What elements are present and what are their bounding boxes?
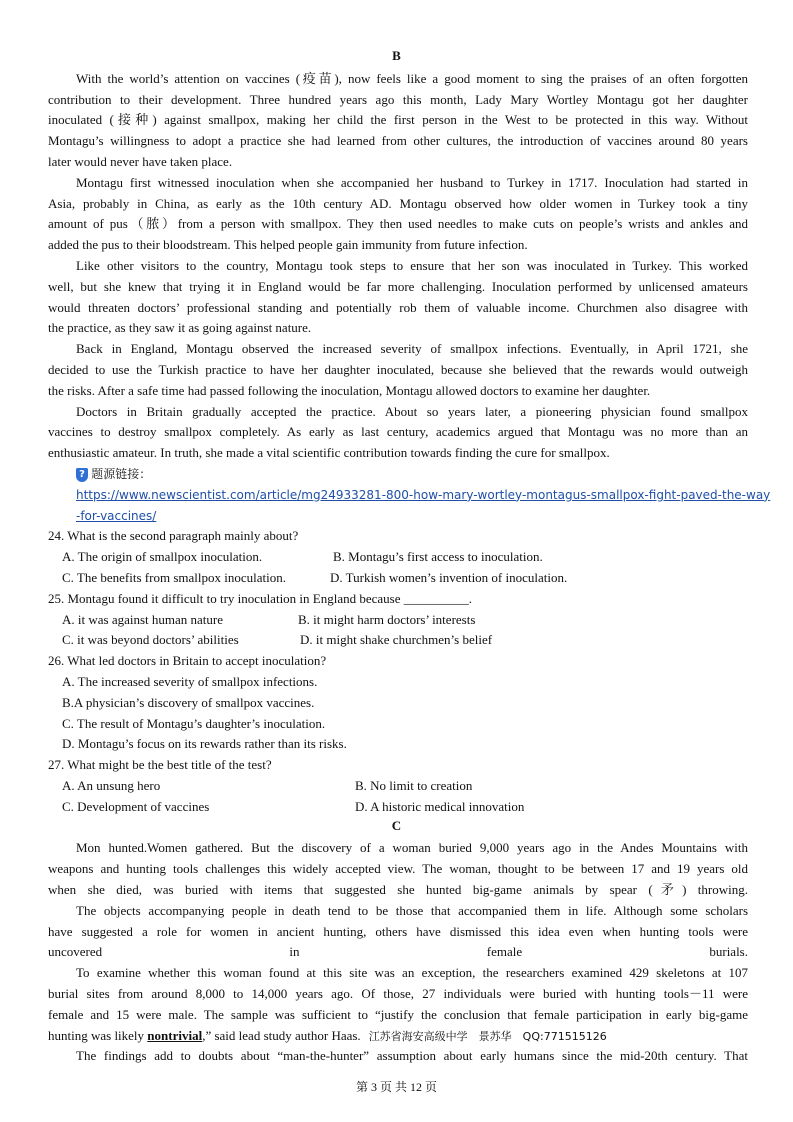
answer-option[interactable]: C. The benefits from smallpox inoculation.	[62, 570, 286, 585]
paragraph-line	[48, 1026, 748, 1046]
source-label-row	[76, 464, 748, 484]
paragraph-line: Asia, probably in China, as early as the 10th century AD. Montagu observed how older women in Turkey took a tiny	[48, 195, 748, 211]
text: hunting was likely	[48, 1027, 148, 1043]
paragraph-line: female and 15 were male. The sample was sufficient to “justify the conclusion that female participation in early big-game	[48, 1006, 748, 1022]
source-url-link[interactable]: -for-vaccines/	[76, 508, 157, 523]
answer-option[interactable]: D. A historic medical innovation	[355, 798, 525, 814]
paragraph-line: have suggested a role for women in ancient hunting, others have dismissed this idea even when hunting tools were	[48, 923, 748, 939]
answer-option[interactable]: C. Development of vaccines	[62, 798, 210, 814]
paragraph-line: Mon hunted.Women gathered. But the discovery of a woman buried 9,000 years ago in the Andes Mountains with	[76, 840, 748, 856]
paragraph-line: contribution to their development. Three hundred years ago this month, Lady Mary Wortley Montagu got her daughter	[48, 91, 748, 107]
paragraph-line: when she died, was buried with items that suggested she hunted big-game animals by spear (矛) throwing.	[48, 882, 748, 897]
paragraph-line: well, but she knew that trying it in England would be far more challenging. Inoculation performed by unlicensed amateurs	[48, 278, 748, 294]
paragraph-line: Montagu’s willingness to adopt a practice she had learned from other cultures, the introduction of vaccines around 80 years	[48, 133, 748, 149]
passage-heading-b: B	[392, 48, 401, 63]
paragraph-line: To examine whether this woman found at this site was an exception, the researchers examined 429 skeletons at 107	[76, 965, 748, 981]
answer-option[interactable]: A. it was against human nature	[62, 611, 224, 627]
paragraph-line: vaccines to destroy smallpox completely. As early as last century, academics argued that Montagu was no more than an	[48, 424, 748, 440]
paragraph-line: With the world’s attention on vaccines (疫苗), now feels like a good moment to sing the praises of an often forgotten	[76, 70, 748, 86]
paragraph-line: inoculated (接种) against smallpox, making her child the first person in the West to be protected in this way. Without	[48, 112, 748, 128]
answer-option[interactable]: D. Montagu’s focus on its rewards rather than its risks.	[62, 736, 347, 752]
answer-option[interactable]: A. The origin of smallpox inoculation.	[62, 549, 263, 565]
source-url-link[interactable]: https://www.newscientist.com/article/mg24933281-800-how-mary-wortley-montagus-smallpox-fight-paved-the-way	[76, 487, 771, 502]
emphasized-word: nontrivial	[147, 1027, 203, 1043]
answer-option[interactable]: D. Turkish women’s invention of inoculation.	[330, 570, 568, 585]
paragraph-line: Montagu first witnessed inoculation when she accompanied her husband to Turkey in 1717. Inoculation had started in	[76, 174, 748, 190]
paragraph-line: the risks. After a safe time had passed following the inoculation, Montagu allowed doctors to examine her daughter.	[48, 382, 651, 398]
answer-option[interactable]: C. The result of Montagu’s daughter’s inoculation.	[62, 715, 326, 731]
paragraph-line: uncovered in female burials.	[48, 944, 748, 960]
paragraph-line: added the pus to their bloodstream. This helped people gain immunity from future infection.	[48, 237, 528, 253]
answer-option[interactable]: B. No limit to creation	[355, 778, 473, 793]
answer-option[interactable]: D. it might shake churchmen’s belief	[300, 632, 493, 648]
text: ,” said lead study author Haas.	[202, 1027, 361, 1043]
passage-heading-c: C	[391, 817, 402, 833]
answer-option[interactable]: A. The increased severity of smallpox infections.	[62, 674, 318, 689]
question-stem: 27. What might be the best title of the test?	[48, 757, 272, 773]
question-stem: 24. What is the second paragraph mainly about?	[48, 528, 299, 544]
paragraph-line: The findings add to doubts about “man-the-hunter” assumption about early humans since the mid-20th century. That	[76, 1048, 748, 1064]
paragraph-line: later would never have taken place.	[48, 154, 233, 169]
shield-question-icon: ?	[76, 468, 88, 482]
paragraph-line: weapons and hunting tools challenges this widely accepted view. The woman, thought to be between 17 and 19 years old	[48, 861, 748, 877]
paragraph-line: The objects accompanying people in death tend to be those that accompanied them in life. Although some scholars	[76, 902, 748, 918]
answer-option[interactable]: A. An unsung hero	[62, 778, 161, 793]
paragraph-line: the practice, as they saw it as going against nature.	[48, 320, 312, 336]
answer-option[interactable]: B. it might harm doctors’ interests	[298, 611, 476, 627]
paragraph-line: Doctors in Britain gradually accepted the practice. About so years later, a pioneering physician found smallpox	[76, 403, 748, 419]
answer-option[interactable]: B.A physician’s discovery of smallpox vaccines.	[62, 694, 315, 710]
answer-option[interactable]: C. it was beyond doctors’ abilities	[62, 632, 239, 648]
answer-option[interactable]: B. Montagu’s first access to inoculation.	[333, 549, 543, 565]
question-stem: 26. What led doctors in Britain to accept inoculation?	[48, 653, 327, 669]
paragraph-line: amount of pus（脓）from a person with smallpox. They then used needles to make cuts on people’s wrists and ankles and	[48, 216, 748, 232]
source-label: 题源链接：	[91, 467, 152, 481]
paragraph-line: would threaten doctors’ professional standing and potentially rob them of valuable income. Churchmen also disagree with	[48, 299, 748, 315]
question-stem: 25. Montagu found it difficult to try inoculation in England because __________.	[48, 590, 472, 606]
paragraph-line: Back in England, Montagu observed the increased severity of smallpox infections. Eventually, in April 1721, she	[76, 341, 748, 357]
watermark-text: 江苏省海安高级中学 景苏华 QQ:771515126	[368, 1029, 607, 1043]
paragraph-line: Like other visitors to the country, Montagu took steps to ensure that her son was inoculated in Turkey. This worked	[76, 258, 748, 273]
paragraph-line: burial sites from around 8,000 to 14,000 years ago. Of those, 27 individuals were buried with hunting tools－11 were	[48, 986, 748, 1001]
paragraph-line: decided to use the Turkish practice to have her daughter inoculated, because she believed that the rewards would outweigh	[48, 362, 748, 377]
page-footer: 第 3 页 共 12 页	[355, 1080, 437, 1094]
paragraph-line: enthusiastic amateur. In truth, she made a vital scientific contribution towards finding the cure for smallpox.	[48, 445, 610, 461]
